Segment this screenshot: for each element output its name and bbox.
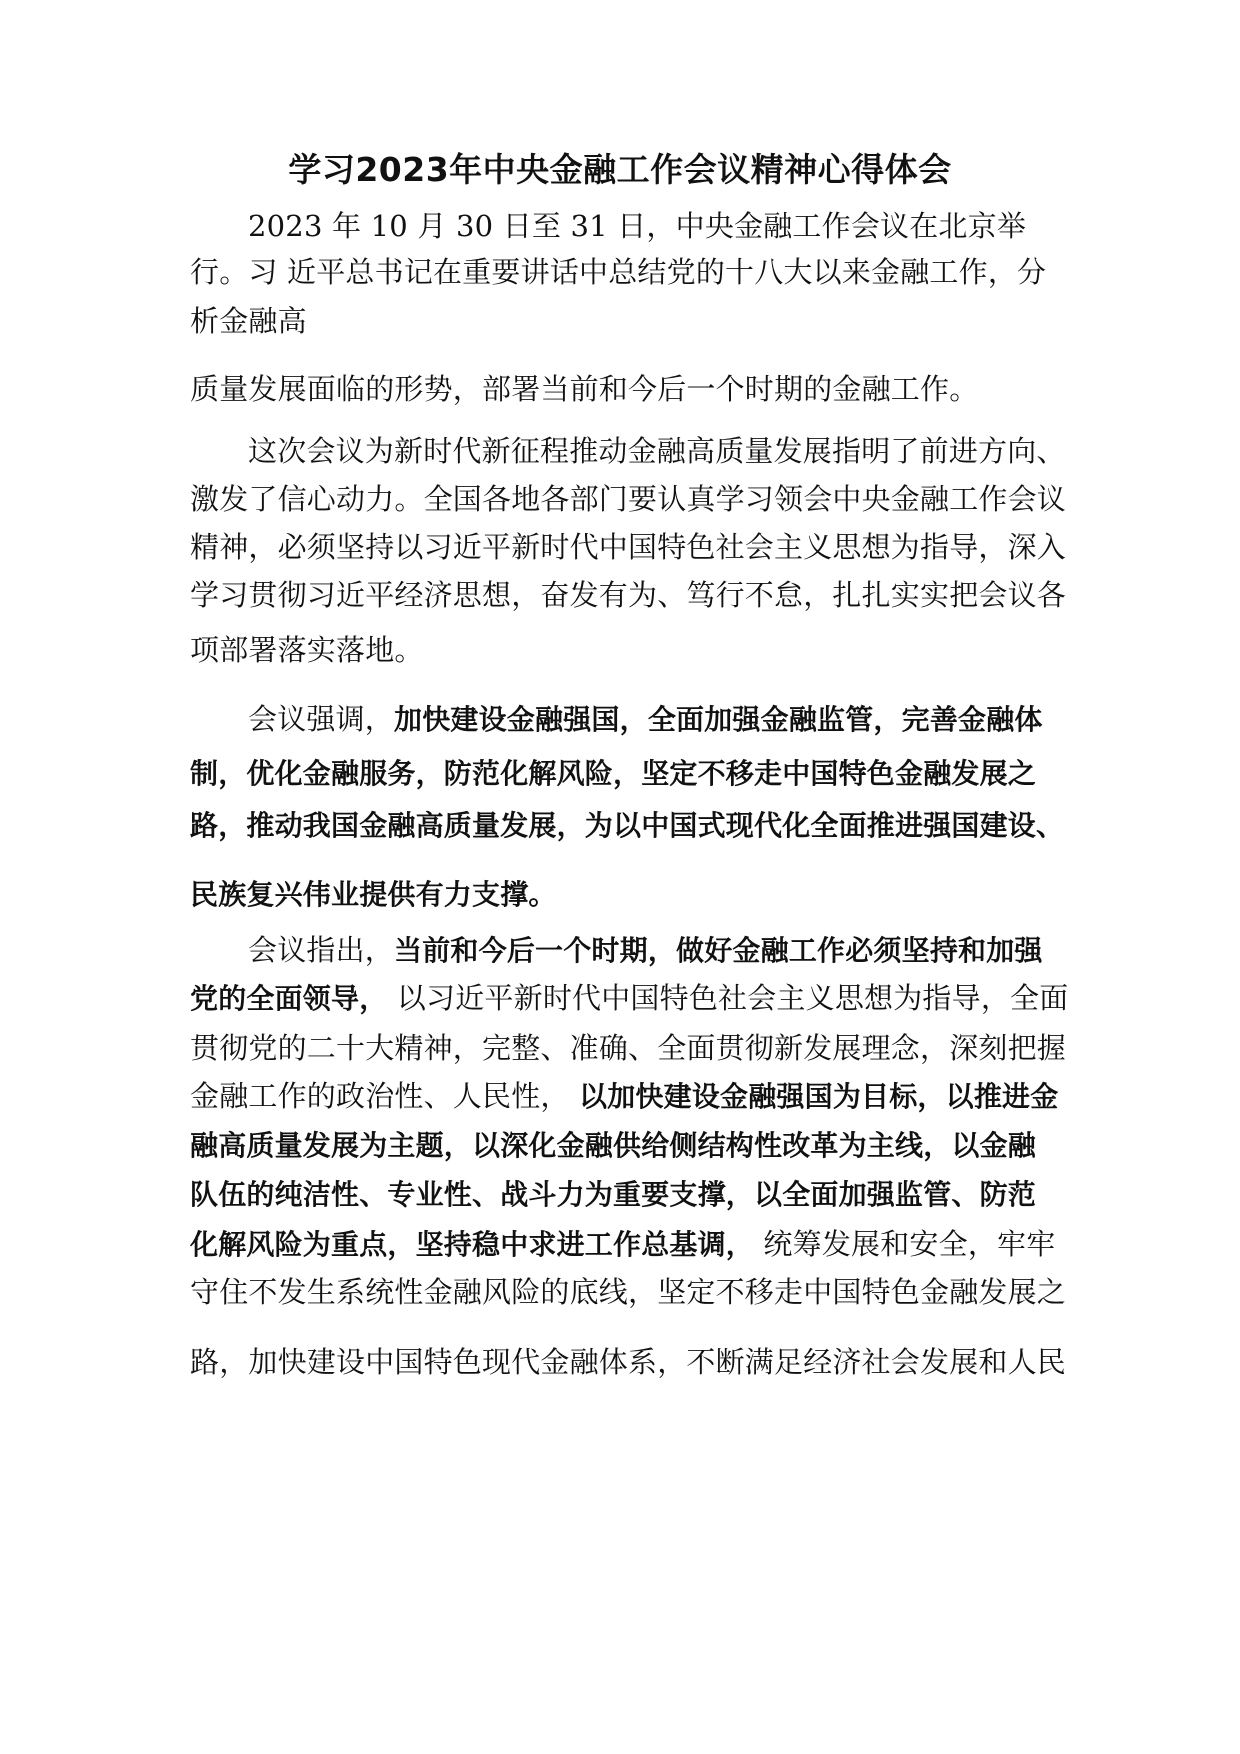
text-line — [190, 303, 307, 339]
text-segment: 会议指出， — [248, 933, 395, 967]
text-segment: 学习贯彻习近平经济思想，奋发有为、笃行不怠，扎扎实实把会议各 — [190, 578, 1067, 612]
text-segment: 激发了信心动力。全国各地各部门要认真学习领会中央金融工作会议 — [190, 482, 1067, 516]
text-line — [190, 481, 1066, 517]
bold-text-segment: 队伍的纯洁性、专业性、战斗力为重要支撑，以全面加强监管、防范 — [190, 1178, 1037, 1211]
text-segment: 贯彻党的二十大精神，完整、准确、全面贯彻新发展理念，深刻把握 — [190, 1031, 1067, 1065]
text-segment: 质量发展面临的形势，部署当前和今后一个时期的金融工作。 — [190, 372, 979, 406]
text-segment: 会议强调， — [248, 702, 395, 736]
bold-text-segment: 化解风险为重点，坚持稳中求进工作总基调， — [190, 1228, 755, 1261]
text-segment: 这次会议为新时代新征程推动金融高质量发展指明了前进方向、 — [248, 434, 1066, 468]
text-line — [190, 577, 1066, 613]
text-line — [190, 529, 1066, 565]
text-line — [248, 433, 1066, 469]
text-segment: 项部署落实落地。 — [190, 633, 424, 667]
bold-text-segment: 党的全面领导， — [190, 982, 388, 1015]
text-line — [190, 876, 557, 913]
text-line — [248, 932, 1043, 969]
bold-text-segment: 当前和今后一个时期，做好金融工作必须坚持和加强 — [394, 934, 1043, 967]
text-line — [190, 1127, 1036, 1164]
text-segment: 守住不发生系统性金融风险的底线，坚定不移走中国特色金融发展之 — [190, 1275, 1067, 1309]
bold-text-segment: 融高质量发展为主题，以深化金融供给侧结构性改革为主线，以金融 — [190, 1129, 1037, 1162]
text-segment: 路，加快建设中国特色现代金融体系，不断满足经济社会发展和人民 — [190, 1345, 1067, 1379]
text-line — [248, 701, 1043, 738]
text-line — [190, 1274, 1066, 1310]
text-segment: 析金融高 — [190, 304, 307, 338]
bold-text-segment: 加快建设金融强国，全面加强金融监管，完善金融体 — [394, 703, 1043, 736]
bold-text-segment: 民族复兴伟业提供有力支撑。 — [190, 878, 557, 911]
text-line — [248, 208, 1026, 244]
text-line — [190, 807, 1064, 844]
text-line — [190, 1344, 1066, 1380]
text-line — [190, 1176, 1036, 1213]
text-line — [190, 371, 978, 407]
text-segment: 统筹发展和安全，牢牢 — [754, 1227, 1056, 1261]
text-segment: 2023 年 10 月 30 日至 31 日，中央金融工作会议在北京举 — [248, 209, 1027, 243]
text-segment: 金融工作的政治性、人民性， — [190, 1079, 580, 1113]
text-line — [190, 1226, 1055, 1263]
text-segment: 以习近平新时代中国特色社会主义思想为指导，全面 — [387, 981, 1069, 1015]
text-segment: 精神，必须坚持以习近平新时代中国特色社会主义思想为指导，深入 — [190, 530, 1067, 564]
text-line — [190, 1078, 1058, 1115]
text-line — [190, 980, 1068, 1017]
bold-text-segment: 制，优化金融服务，防范化解风险，坚定不移走中国特色金融发展之 — [190, 757, 1037, 790]
text-line — [190, 254, 1046, 290]
text-line — [190, 755, 1036, 792]
bold-text-segment: 以加快建设金融强国为目标，以推进金 — [579, 1080, 1059, 1113]
text-line — [190, 1030, 1066, 1066]
text-segment: 行。习 近平总书记在重要讲话中总结党的十八大以来金融工作，分 — [190, 255, 1047, 289]
text-line — [190, 632, 424, 668]
bold-text-segment: 路，推动我国金融高质量发展，为以中国式现代化全面推进强国建设、 — [190, 809, 1065, 842]
document-title: 学习2023年中央金融工作会议精神心得体会 — [288, 150, 952, 189]
